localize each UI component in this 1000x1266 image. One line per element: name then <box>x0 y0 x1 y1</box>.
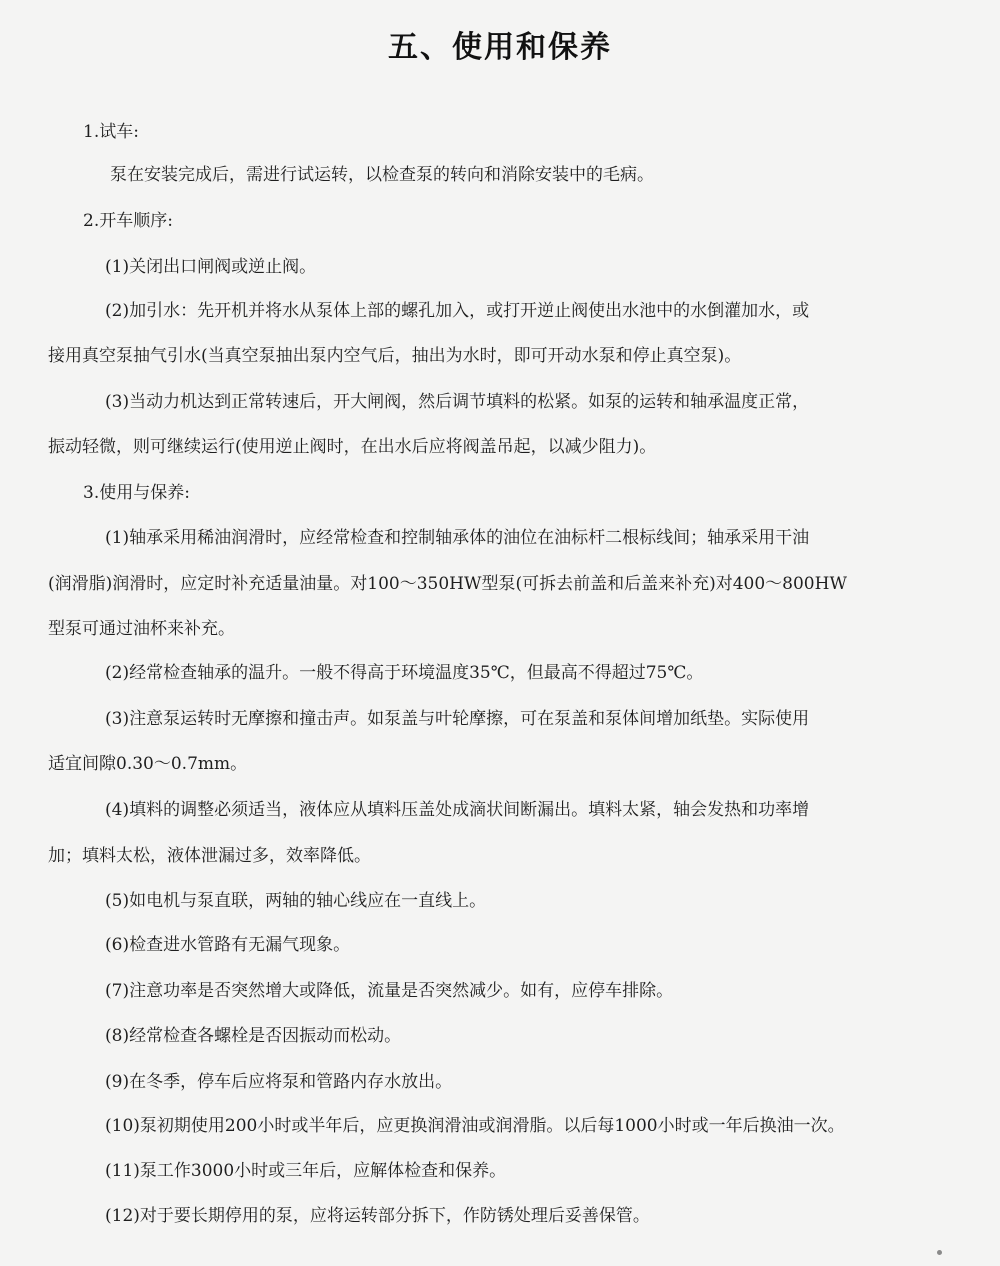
maintenance-item-8: (8)经常检查各螺栓是否因振动而松动。 <box>105 1026 402 1046</box>
maintenance-item-3-line-2: 适宜间隙0.30～0.7mm。 <box>48 754 248 774</box>
startup-item-3-line-2: 振动轻微，则可继续运行(使用逆止阀时，在出水后应将阀盖吊起，以减少阻力)。 <box>48 437 657 457</box>
startup-item-1: (1)关闭出口闸阀或逆止阀。 <box>105 257 317 277</box>
maintenance-item-4-line-2: 加；填料太松，液体泄漏过多，效率降低。 <box>48 846 371 866</box>
section-heading-maintenance: 3.使用与保养: <box>83 483 190 503</box>
maintenance-item-5: (5)如电机与泵直联，两轴的轴心线应在一直线上。 <box>105 891 487 911</box>
maintenance-item-11: (11)泵工作3000小时或三年后，应解体检查和保养。 <box>105 1161 507 1181</box>
section-heading-trial: 1.试车: <box>83 122 139 142</box>
paragraph-trial: 泵在安装完成后，需进行试运转，以检查泵的转向和消除安装中的毛病。 <box>110 165 654 185</box>
startup-item-2-line-2: 接用真空泵抽气引水(当真空泵抽出泵内空气后，抽出为水时，即可开动水泵和停止真空泵)。 <box>48 346 742 366</box>
maintenance-item-1-line-2: (润滑脂)润滑时，应定时补充适量油量。对100～350HW型泵(可拆去前盖和后盖来补充)对400～800HW <box>48 574 847 594</box>
maintenance-item-7: (7)注意功率是否突然增大或降低，流量是否突然减少。如有，应停车排除。 <box>105 981 674 1001</box>
maintenance-item-6: (6)检查进水管路有无漏气现象。 <box>105 935 351 955</box>
maintenance-item-1-line-3: 型泵可通过油杯来补充。 <box>48 619 235 639</box>
scan-speck <box>937 1250 942 1255</box>
maintenance-item-2: (2)经常检查轴承的温升。一般不得高于环境温度35℃，但最高不得超过75℃。 <box>105 663 704 683</box>
maintenance-item-1-line-1: (1)轴承采用稀油润滑时，应经常检查和控制轴承体的油位在油标杆二根标线间；轴承采用干油 <box>105 528 810 548</box>
startup-item-2-line-1: (2)加引水：先开机并将水从泵体上部的螺孔加入，或打开逆止阀使出水池中的水倒灌加水，或 <box>105 301 810 321</box>
startup-item-3-line-1: (3)当动力机达到正常转速后，开大闸阀，然后调节填料的松紧。如泵的运转和轴承温度正常， <box>105 392 810 412</box>
section-heading-startup: 2.开车顺序: <box>83 211 173 231</box>
maintenance-item-12: (12)对于要长期停用的泵，应将运转部分拆下，作防锈处理后妥善保管。 <box>105 1206 650 1226</box>
page-title: 五、使用和保养 <box>388 30 612 65</box>
maintenance-item-4-line-1: (4)填料的调整必须适当，液体应从填料压盖处成滴状间断漏出。填料太紧，轴会发热和功率增 <box>105 800 810 820</box>
maintenance-item-9: (9)在冬季，停车后应将泵和管路内存水放出。 <box>105 1072 453 1092</box>
maintenance-item-3-line-1: (3)注意泵运转时无摩擦和撞击声。如泵盖与叶轮摩擦，可在泵盖和泵体间增加纸垫。实际使用 <box>105 709 810 729</box>
maintenance-item-10: (10)泵初期使用200小时或半年后，应更换润滑油或润滑脂。以后每1000小时或一年后换油一次。 <box>105 1116 845 1136</box>
